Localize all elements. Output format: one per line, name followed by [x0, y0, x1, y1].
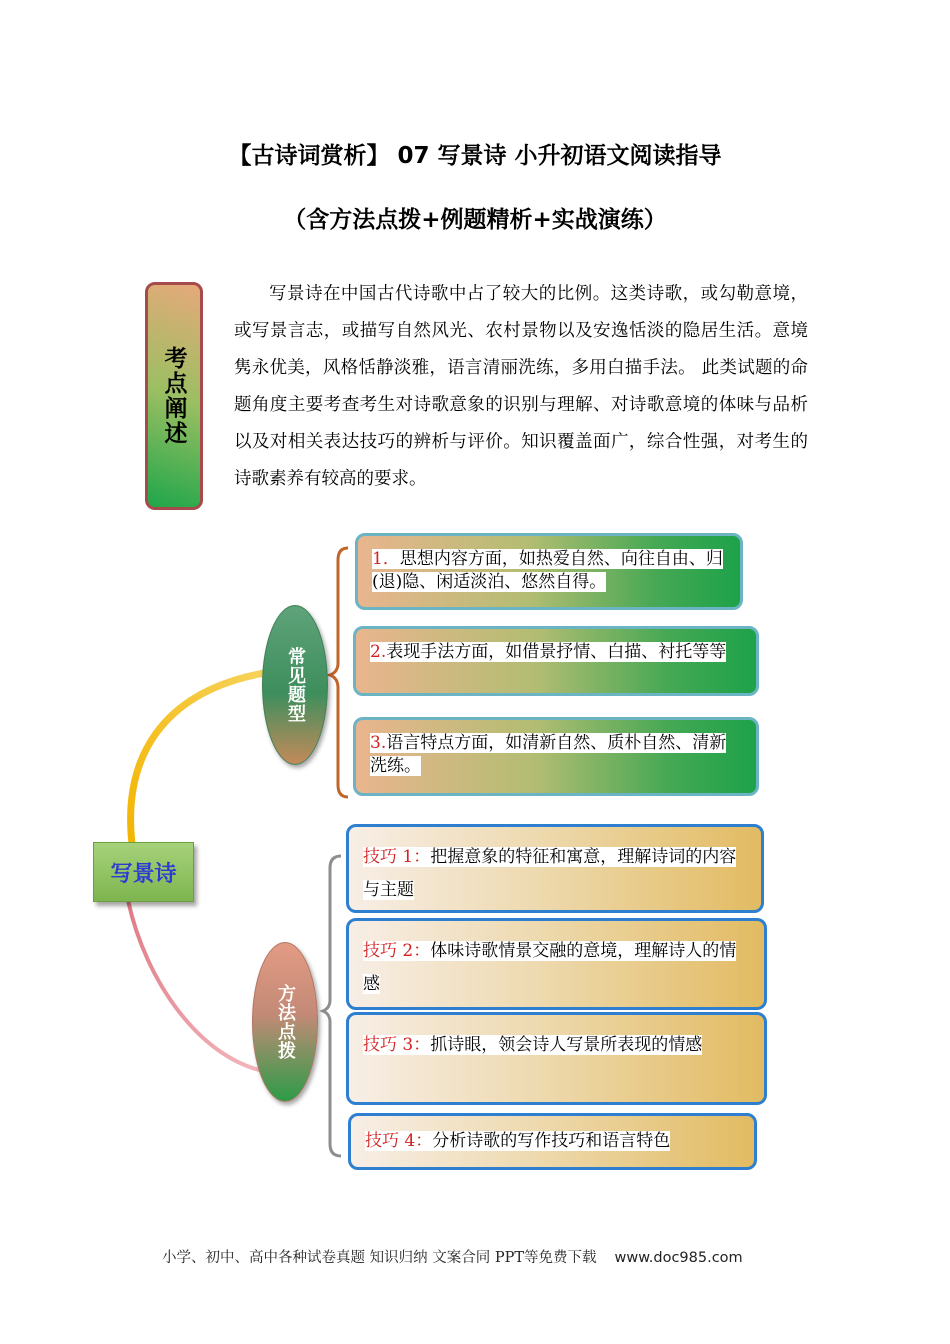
bracket-bottom: [323, 856, 341, 1156]
page-footer: [162, 1246, 743, 1267]
item-number: 技巧 4：: [365, 1131, 433, 1151]
item-text: 抓诗眼，领会诗人写景所表现的情感: [430, 1035, 703, 1055]
type-box-3: [353, 717, 759, 796]
item-number: 技巧 3：: [363, 1035, 431, 1055]
branch-curve-top: [131, 672, 270, 852]
item-number: 3.: [370, 733, 387, 753]
item-text: 体味诗歌情景交融的意境，理解诗人的情感: [363, 941, 737, 994]
item-number: 2.: [370, 642, 387, 662]
method-box-3: [346, 1012, 767, 1105]
method-box-1: [346, 824, 764, 913]
section-label-text: 考点阐述: [160, 346, 187, 446]
item-number: 1．: [372, 549, 400, 569]
item-number: 技巧 2：: [363, 941, 431, 961]
branch-curve-bottom: [128, 900, 268, 1072]
branch-node-label: 常见题型: [285, 647, 306, 723]
footer-text: 小学、初中、高中各种试卷真题 知识归纳 文案合同 PPT等免费下载: [162, 1250, 597, 1266]
item-text: 表现手法方面，如借景抒情、白描、衬托等等: [386, 642, 727, 662]
document-subtitle: （含方法点拨+例题精析+实战演练）: [283, 207, 667, 233]
branch-node-common-types: [262, 605, 328, 765]
method-box-2: [346, 918, 767, 1010]
item-text: 思想内容方面，如热爱自然、向往自由、归(退)隐、闲适淡泊、悠然自得。: [372, 549, 723, 592]
item-number: 技巧 1：: [363, 847, 431, 867]
intro-paragraph: 写景诗在中国古代诗歌中占了较大的比例。这类诗歌，或勾勒意境，或写景言志，或描写自然风光、农村景物以及安逸恬淡的隐居生活。意境隽永优美，风格恬静淡雅，语言清丽洗练，多用白描手法。 此类试题的命题角度主要考查考生对诗歌意象的识别与理解、对诗歌意境的体味与品析以及对相关表达技巧的辨析与评价。知识覆盖面广，综合性强，对考生的诗歌素养有较高的要求。: [234, 284, 808, 489]
bracket-top: [330, 548, 348, 797]
type-box-2: [353, 626, 759, 696]
document-title: 【古诗词赏析】 07 写景诗 小升初语文阅读指导: [228, 143, 722, 169]
item-text: 把握意象的特征和寓意，理解诗词的内容与主题: [363, 847, 737, 900]
footer-url[interactable]: www.doc985.com: [614, 1250, 743, 1266]
branch-node-label: 方法点拨: [275, 984, 296, 1060]
item-text: 语言特点方面，如清新自然、质朴自然、清新洗练。: [370, 733, 727, 776]
branch-node-methods: [252, 942, 318, 1102]
mindmap-center-node: 写景诗: [93, 842, 194, 902]
type-box-1: [355, 533, 743, 610]
method-box-4: [348, 1113, 757, 1170]
item-text: 分析诗歌的写作技巧和语言特色: [432, 1131, 671, 1151]
